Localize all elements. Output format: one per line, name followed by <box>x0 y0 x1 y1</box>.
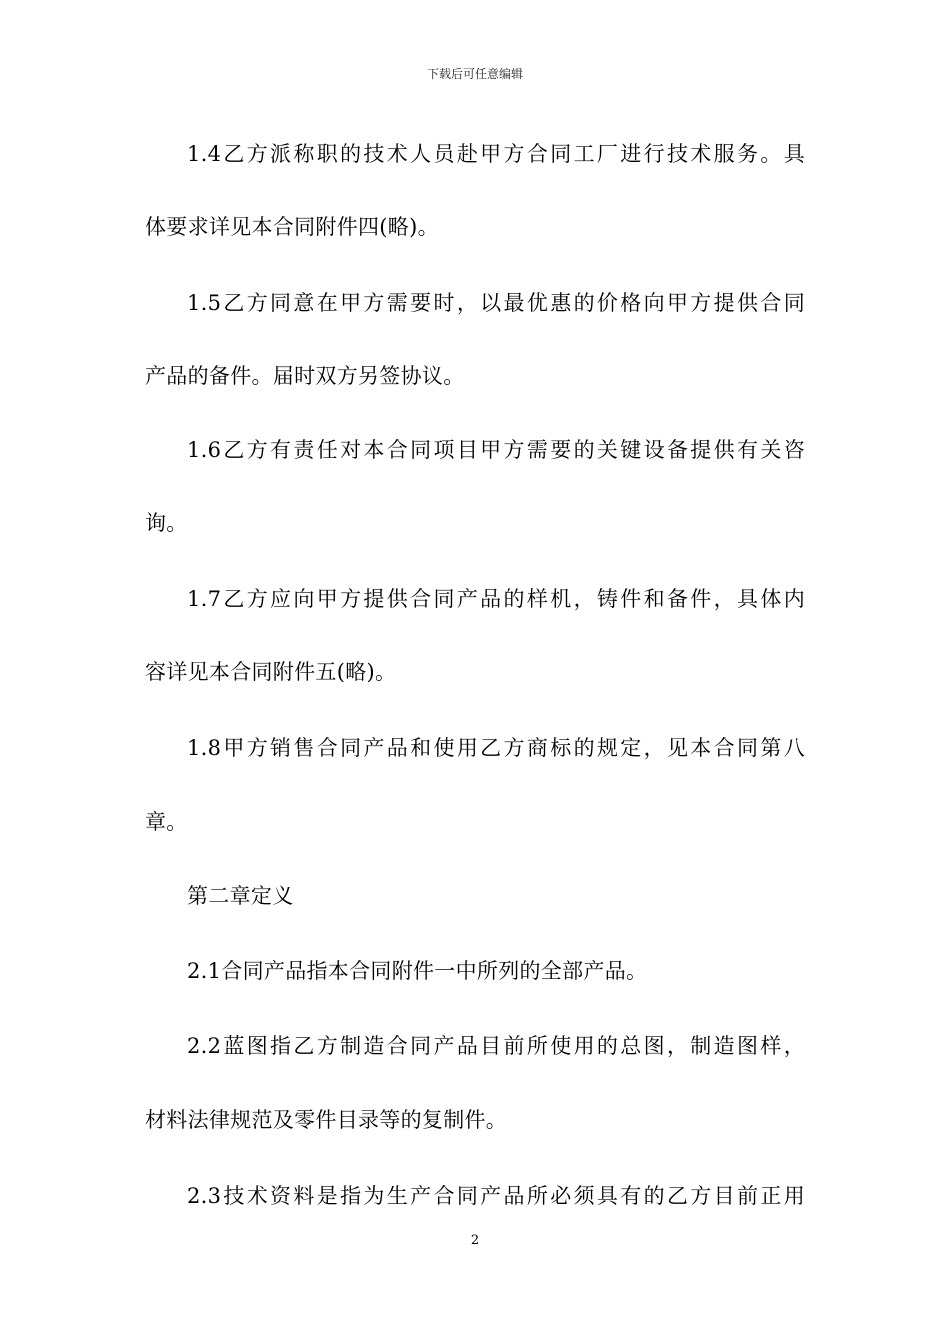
paragraph-1-8-line-2: 章。 <box>145 810 188 834</box>
paragraph-1-4-line-1: 1.4乙方派称职的技术人员赴甲方合同工厂进行技术服务。具 <box>187 142 805 166</box>
paragraph-1-5-line-2: 产品的备件。届时双方另签协议。 <box>145 364 465 388</box>
definition-2-2-line-1: 2.2蓝图指乙方制造合同产品目前所使用的总图，制造图样， <box>187 1034 805 1058</box>
page-number: 2 <box>470 1233 480 1248</box>
paragraph-1-5-line-1: 1.5乙方同意在甲方需要时，以最优惠的价格向甲方提供合同 <box>187 291 805 315</box>
paragraph-1-8-line-1: 1.8甲方销售合同产品和使用乙方商标的规定，见本合同第八 <box>187 736 805 760</box>
definition-2-2-line-2: 材料法律规范及零件目录等的复制件。 <box>145 1108 508 1132</box>
definition-2-1-line-1: 2.1合同产品指本合同附件一中所列的全部产品。 <box>187 959 648 983</box>
paragraph-1-7-line-2: 容详见本合同附件五(略)。 <box>145 660 397 684</box>
paragraph-1-6-line-1: 1.6乙方有责任对本合同项目甲方需要的关键设备提供有关咨 <box>187 438 805 462</box>
chapter-title: 第二章定义 <box>187 884 294 908</box>
paragraph-1-7-line-1: 1.7乙方应向甲方提供合同产品的样机，铸件和备件，具体内 <box>187 587 805 611</box>
definition-2-3-line-1: 2.3技术资料是指为生产合同产品所必须具有的乙方目前正用 <box>187 1184 805 1208</box>
page-header: 下载后可任意编辑 <box>426 67 523 81</box>
paragraph-1-6-line-2: 询。 <box>145 511 188 535</box>
paragraph-1-4-line-2: 体要求详见本合同附件四(略)。 <box>145 215 439 239</box>
